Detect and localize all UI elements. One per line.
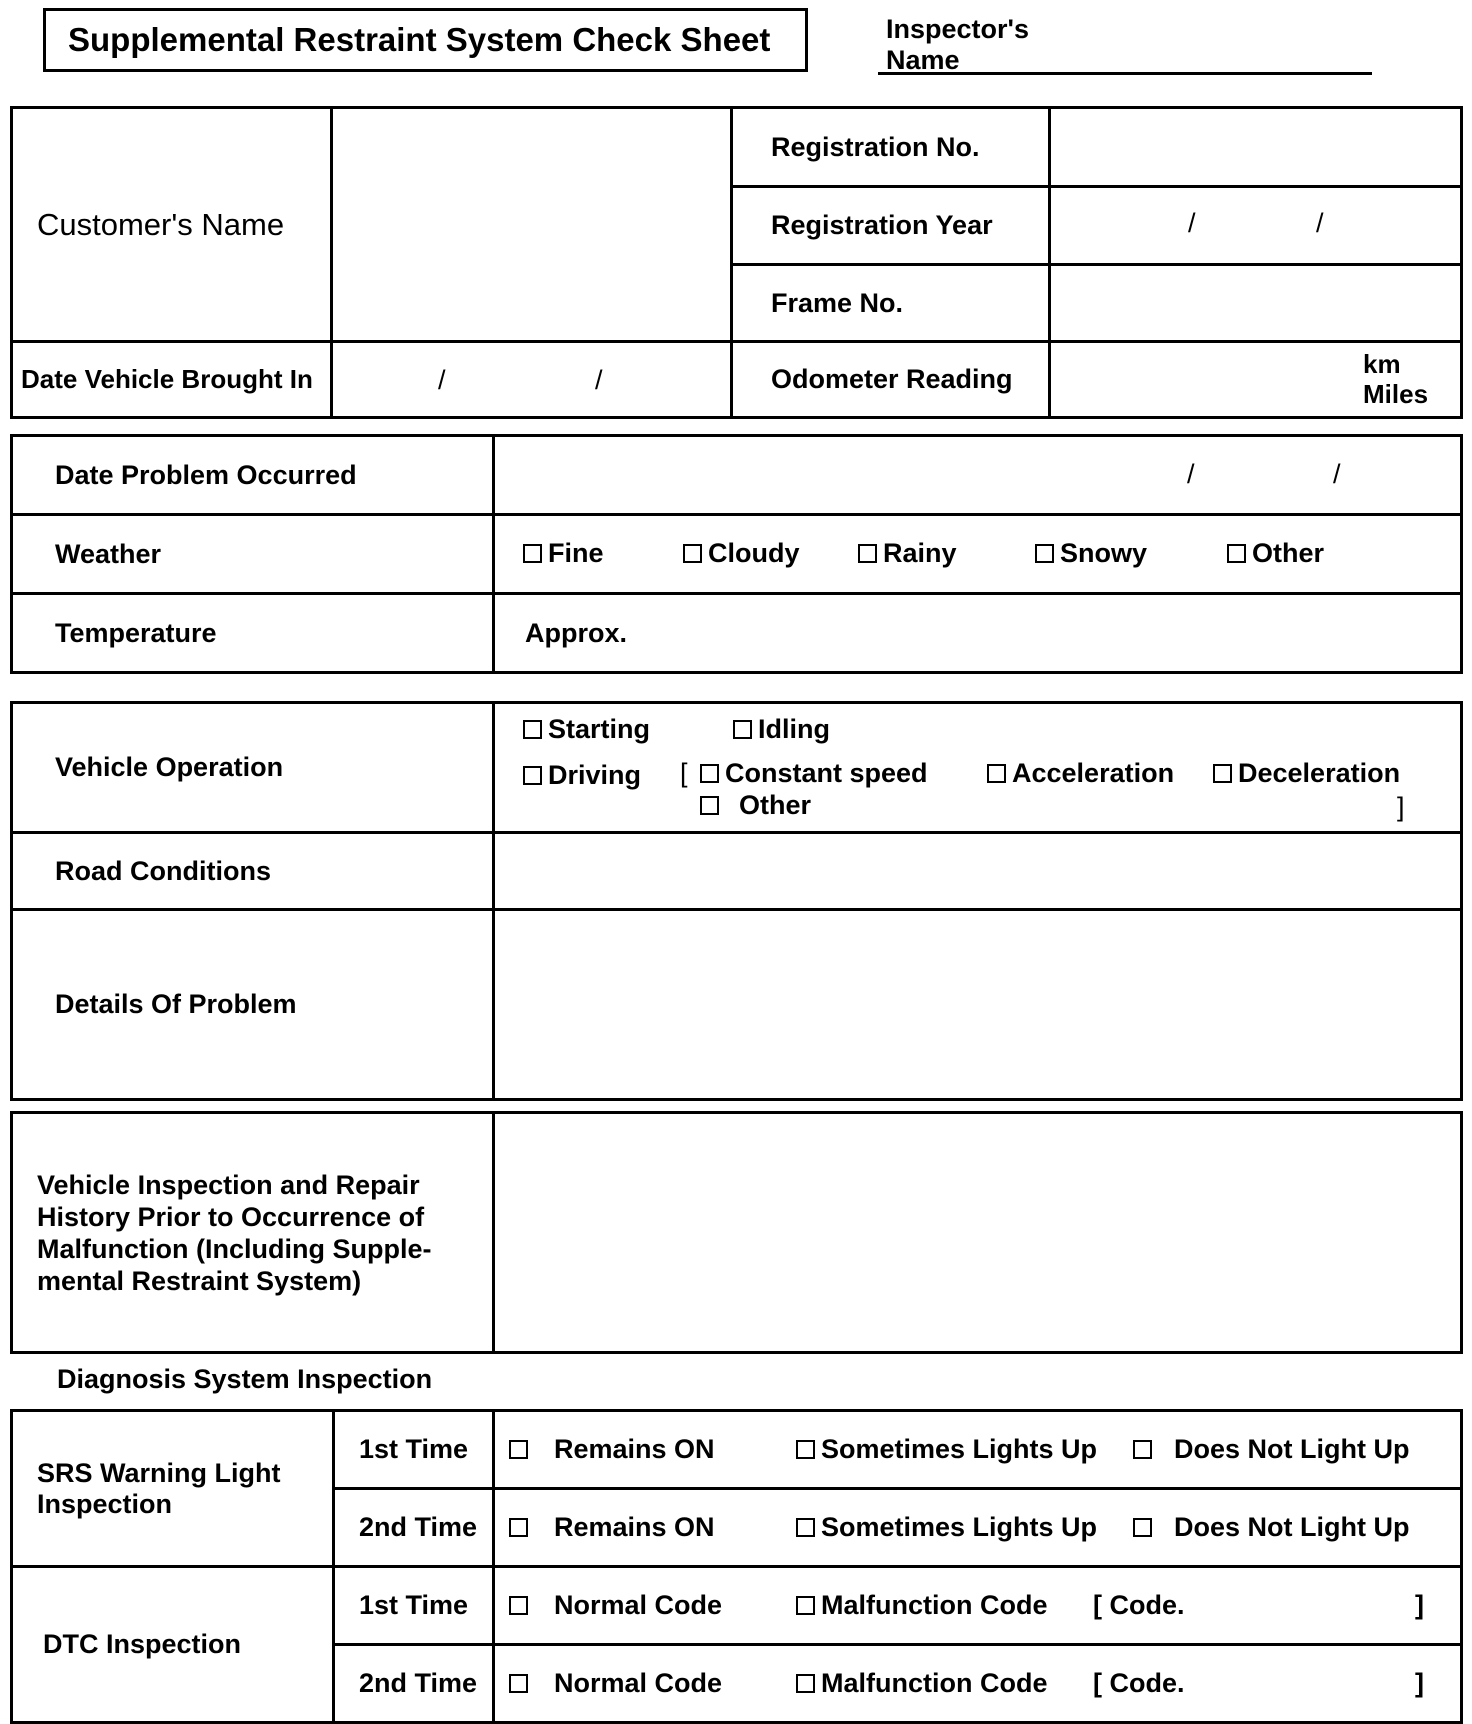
- dtc-second-time-label: 2nd Time: [334, 1645, 494, 1723]
- dtc-inspection-label: DTC Inspection: [12, 1567, 334, 1723]
- dtc-2-code-prefix: [ Code.: [1093, 1668, 1185, 1698]
- dtc-1-code-prefix: [ Code.: [1093, 1590, 1185, 1620]
- temperature-field[interactable]: [494, 594, 1462, 673]
- checkbox[interactable]: [1133, 1518, 1152, 1537]
- weather-options: [494, 515, 1462, 594]
- page-title: [43, 8, 808, 72]
- details-of-problem-label: Details Of Problem: [12, 910, 494, 1100]
- page-title-text: Supplemental Restraint System Check Sheet: [68, 21, 771, 58]
- diagnosis-table: [10, 1409, 1463, 1724]
- checkbox[interactable]: [1213, 764, 1232, 783]
- srs-1-remains-on[interactable]: Remains ON: [509, 1434, 715, 1465]
- dtc-1-normal-code[interactable]: Normal Code: [509, 1590, 722, 1621]
- srs-second-time-label: 2nd Time: [334, 1489, 494, 1567]
- temperature-prefix: Approx.: [525, 617, 628, 648]
- frame-no-label: Frame No.: [732, 265, 1050, 342]
- odometer-field[interactable]: [1050, 342, 1462, 418]
- vehicle-info-table: [10, 106, 1463, 419]
- vehicle-operation-label: Vehicle Operation: [12, 703, 494, 833]
- checkbox[interactable]: [1035, 544, 1054, 563]
- operation-option-idling[interactable]: Idling: [733, 714, 830, 745]
- checkbox[interactable]: [700, 764, 719, 783]
- registration-year-label: Registration Year: [732, 187, 1050, 265]
- inspector-name-field[interactable]: [878, 72, 1372, 75]
- inspector-name-label: Inspector's Name: [886, 14, 1029, 75]
- registration-year-field[interactable]: [1050, 187, 1462, 265]
- bracket-open: [: [680, 758, 688, 788]
- srs-2-remains-on[interactable]: Remains ON: [509, 1512, 715, 1543]
- checkbox[interactable]: [523, 766, 542, 785]
- date-brought-in-label: Date Vehicle Brought In: [12, 342, 332, 418]
- date-separator: /: [438, 365, 446, 395]
- operation-option-driving[interactable]: Driving: [523, 760, 641, 791]
- checkbox[interactable]: [509, 1518, 528, 1537]
- checkbox[interactable]: [733, 720, 752, 739]
- dtc-2-code-field[interactable]: [1085, 1656, 1335, 1706]
- operation-option-acceleration[interactable]: Acceleration: [987, 758, 1174, 789]
- weather-option-rainy[interactable]: Rainy: [858, 538, 957, 569]
- dtc-1-code-suffix: ]: [1415, 1590, 1424, 1620]
- odometer-label: Odometer Reading: [732, 342, 1050, 418]
- checkbox[interactable]: [509, 1596, 528, 1615]
- details-of-problem-field[interactable]: [494, 910, 1462, 1100]
- checkbox[interactable]: [796, 1596, 815, 1615]
- registration-no-field[interactable]: [1050, 108, 1462, 187]
- weather-label: Weather: [12, 515, 494, 594]
- srs-warning-light-label: SRS Warning Light Inspection: [12, 1411, 334, 1567]
- checkbox[interactable]: [523, 544, 542, 563]
- road-conditions-label: Road Conditions: [12, 833, 494, 910]
- operation-option-other[interactable]: Other: [700, 790, 811, 821]
- weather-option-cloudy[interactable]: Cloudy: [683, 538, 800, 569]
- checkbox[interactable]: [796, 1518, 815, 1537]
- registration-no-label: Registration No.: [732, 108, 1050, 187]
- checkbox[interactable]: [796, 1674, 815, 1693]
- date-separator: /: [1187, 459, 1195, 489]
- srs-1-sometimes-lights-up[interactable]: Sometimes Lights Up: [796, 1434, 1097, 1465]
- checkbox[interactable]: [796, 1440, 815, 1459]
- odometer-unit-miles: Miles: [1363, 379, 1429, 409]
- checkbox[interactable]: [683, 544, 702, 563]
- operation-table: [10, 701, 1463, 1101]
- bracket-close: ]: [1397, 792, 1405, 822]
- customer-name-field[interactable]: [332, 108, 732, 342]
- weather-option-snowy[interactable]: Snowy: [1035, 538, 1147, 569]
- checkbox[interactable]: [700, 796, 719, 815]
- date-brought-in-field[interactable]: [332, 342, 732, 418]
- checkbox[interactable]: [523, 720, 542, 739]
- date-separator: /: [1333, 459, 1341, 489]
- srs-2-does-not-light-up[interactable]: Does Not Light Up: [1133, 1512, 1409, 1543]
- vehicle-operation-options: [494, 703, 1462, 833]
- dtc-second-time-options: [494, 1645, 1462, 1723]
- srs-2-sometimes-lights-up[interactable]: Sometimes Lights Up: [796, 1512, 1097, 1543]
- operation-option-deceleration[interactable]: Deceleration: [1213, 758, 1400, 789]
- date-separator: /: [1188, 208, 1196, 238]
- date-problem-occurred-label: Date Problem Occurred: [12, 436, 494, 515]
- checkbox[interactable]: [509, 1674, 528, 1693]
- date-problem-occurred-field[interactable]: [494, 436, 1462, 515]
- srs-1-does-not-light-up[interactable]: Does Not Light Up: [1133, 1434, 1409, 1465]
- history-table: [10, 1111, 1463, 1354]
- problem-table: [10, 434, 1463, 674]
- dtc-1-code-field[interactable]: [1085, 1578, 1335, 1628]
- weather-option-other[interactable]: Other: [1227, 538, 1324, 569]
- dtc-2-code-suffix: ]: [1415, 1668, 1424, 1698]
- repair-history-field[interactable]: [494, 1113, 1462, 1353]
- repair-history-label: Vehicle Inspection and Repair History Prior to Occurrence of Malfunction (Including Supple- mental Restraint System): [12, 1113, 494, 1353]
- operation-option-starting[interactable]: Starting: [523, 714, 650, 745]
- customer-name-label: Customer's Name: [12, 108, 332, 342]
- dtc-first-time-options: [494, 1567, 1462, 1645]
- checkbox[interactable]: [1227, 544, 1246, 563]
- road-conditions-field[interactable]: [494, 833, 1462, 910]
- checkbox[interactable]: [1133, 1440, 1152, 1459]
- operation-option-constant-speed[interactable]: Constant speed: [700, 758, 928, 789]
- dtc-1-malfunction-code[interactable]: Malfunction Code: [796, 1590, 1047, 1621]
- frame-no-field[interactable]: [1050, 265, 1462, 342]
- dtc-2-normal-code[interactable]: Normal Code: [509, 1668, 722, 1699]
- date-separator: /: [1316, 208, 1324, 238]
- srs-first-time-options: [494, 1411, 1462, 1489]
- checkbox[interactable]: [509, 1440, 528, 1459]
- date-separator: /: [595, 365, 603, 395]
- dtc-first-time-label: 1st Time: [334, 1567, 494, 1645]
- odometer-unit-km: km: [1363, 349, 1401, 379]
- dtc-2-malfunction-code[interactable]: Malfunction Code: [796, 1668, 1047, 1699]
- srs-second-time-options: [494, 1489, 1462, 1567]
- checkbox[interactable]: [858, 544, 877, 563]
- weather-option-fine[interactable]: Fine: [523, 538, 604, 569]
- diagnosis-section-title: Diagnosis System Inspection: [57, 1364, 433, 1394]
- temperature-label: Temperature: [12, 594, 494, 673]
- checkbox[interactable]: [987, 764, 1006, 783]
- srs-first-time-label: 1st Time: [334, 1411, 494, 1489]
